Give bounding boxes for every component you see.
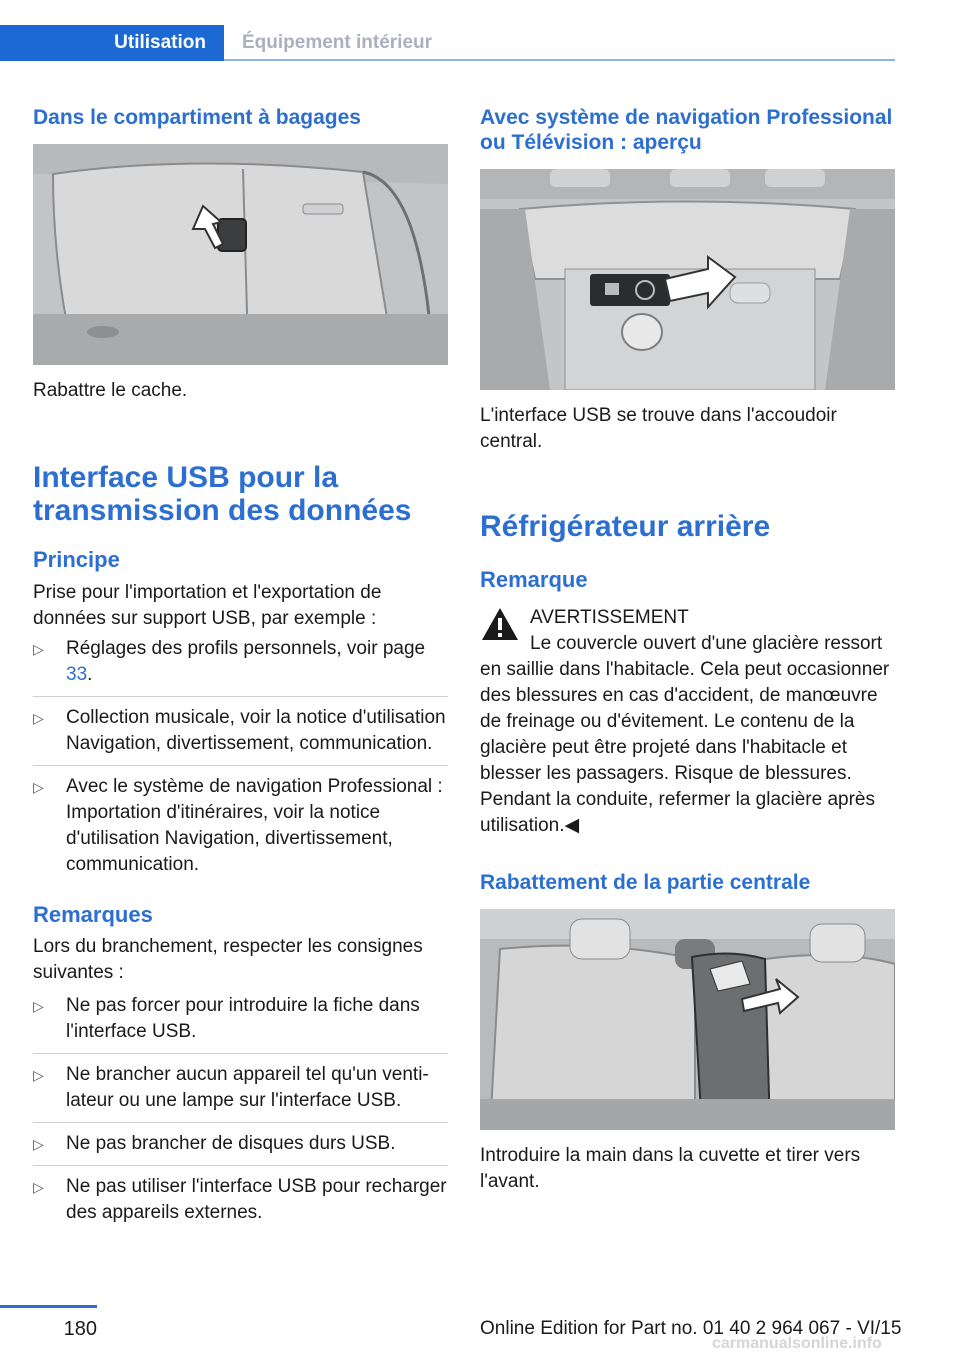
triangle-bullet-icon: ▷ [33,779,44,795]
list-item: ▷ Ne brancher aucun appareil tel qu'un ventilateur ou une lampe sur l'interface USB. [33,1064,429,1111]
edition-info: Online Edition for Part no. 01 40 2 964 067 - VI/15 [480,1318,902,1339]
divider [33,696,448,697]
watermark: carmanualsonline.info [712,1335,882,1352]
heading-usb-interface: Interface USB pour la transmission des données [33,461,412,527]
photo-rear-seat [480,909,895,1130]
header-rule [224,59,895,61]
divider [33,1165,448,1166]
heading-remarque: Remarque [480,567,588,592]
divider [33,1122,448,1123]
principe-list [33,636,448,878]
remarques-text: Lors du branchement, respecter les consignes suivantes : [33,936,423,983]
remarques-list [33,993,448,1226]
heading-principe: Principe [33,547,120,572]
warning-label: AVERTISSEMENT [530,607,689,628]
page-number: 180 [63,1318,97,1340]
caption-pull-forward: Introduire la main dans la cuvette et tirer vers l'avant. [480,1145,861,1192]
footer-rule [0,1305,97,1308]
photo-luggage-compartment [33,144,448,365]
list-item: ▷ Collection musicale, voir la notice d'utilisation Navigation, divertissement, communication. [33,707,446,754]
caption-usb-location: L'interface USB se trouve dans l'accoudoir central. [480,405,837,452]
list-item: ▷ Ne pas utiliser l'interface USB pour recharger des appareils externes. [33,1176,447,1223]
triangle-bullet-icon: ▷ [33,1136,44,1152]
heading-remarques: Remarques [33,902,153,927]
section-title-navigation: Avec système de navigation Professional ou Télévision : aperçu [480,106,893,154]
heading-refrigerator: Réfrigérateur arrière [480,510,771,543]
list-item: ▷ Réglages des profils personnels, voir page 33. [33,638,426,685]
triangle-bullet-icon: ▷ [33,998,44,1014]
section-tab: Équipement intérieur [242,32,433,53]
triangle-bullet-icon: ▷ [33,1179,44,1195]
page-link[interactable]: 33 [66,664,88,685]
section-title-luggage: Dans le compartiment à bagages [33,106,361,129]
caption-fold-cover: Rabattre le cache. [33,380,188,401]
principe-text: Prise pour l'importation et l'exportation de données sur support USB, par exemple : [33,582,382,629]
photo-usb-armrest [480,169,895,390]
warning-text: Le couvercle ouvert d'une glacière ressort en saillie dans l'habitacle. Cela peut occasionner des blessures en cas d'accident, de manœuvre de freinage ou d'évitement. Le contenu de la glacière peut être projeté dans l'habitacle et blesser les passagers. Risque de blessures. Pendant la conduite, refermer la glacière après utilisation.◀ [480,633,890,836]
divider [33,1053,448,1054]
triangle-bullet-icon: ▷ [33,641,44,657]
triangle-bullet-icon: ▷ [33,710,44,726]
page-header [0,25,895,61]
list-item: ▷ Ne pas forcer pour introduire la fiche dans l'interface USB. [33,995,420,1042]
triangle-bullet-icon: ▷ [33,1067,44,1083]
chapter-tab: Utilisation [0,25,224,61]
list-item: ▷ Avec le système de navigation Professional : Importation d'itinéraires, voir la notice d'utilisation Navigation, divertissement, communication. [33,776,443,875]
list-item: ▷ Ne pas brancher de disques durs USB. [33,1131,448,1157]
divider [33,765,448,766]
heading-center-fold: Rabattement de la partie centrale [480,871,811,894]
